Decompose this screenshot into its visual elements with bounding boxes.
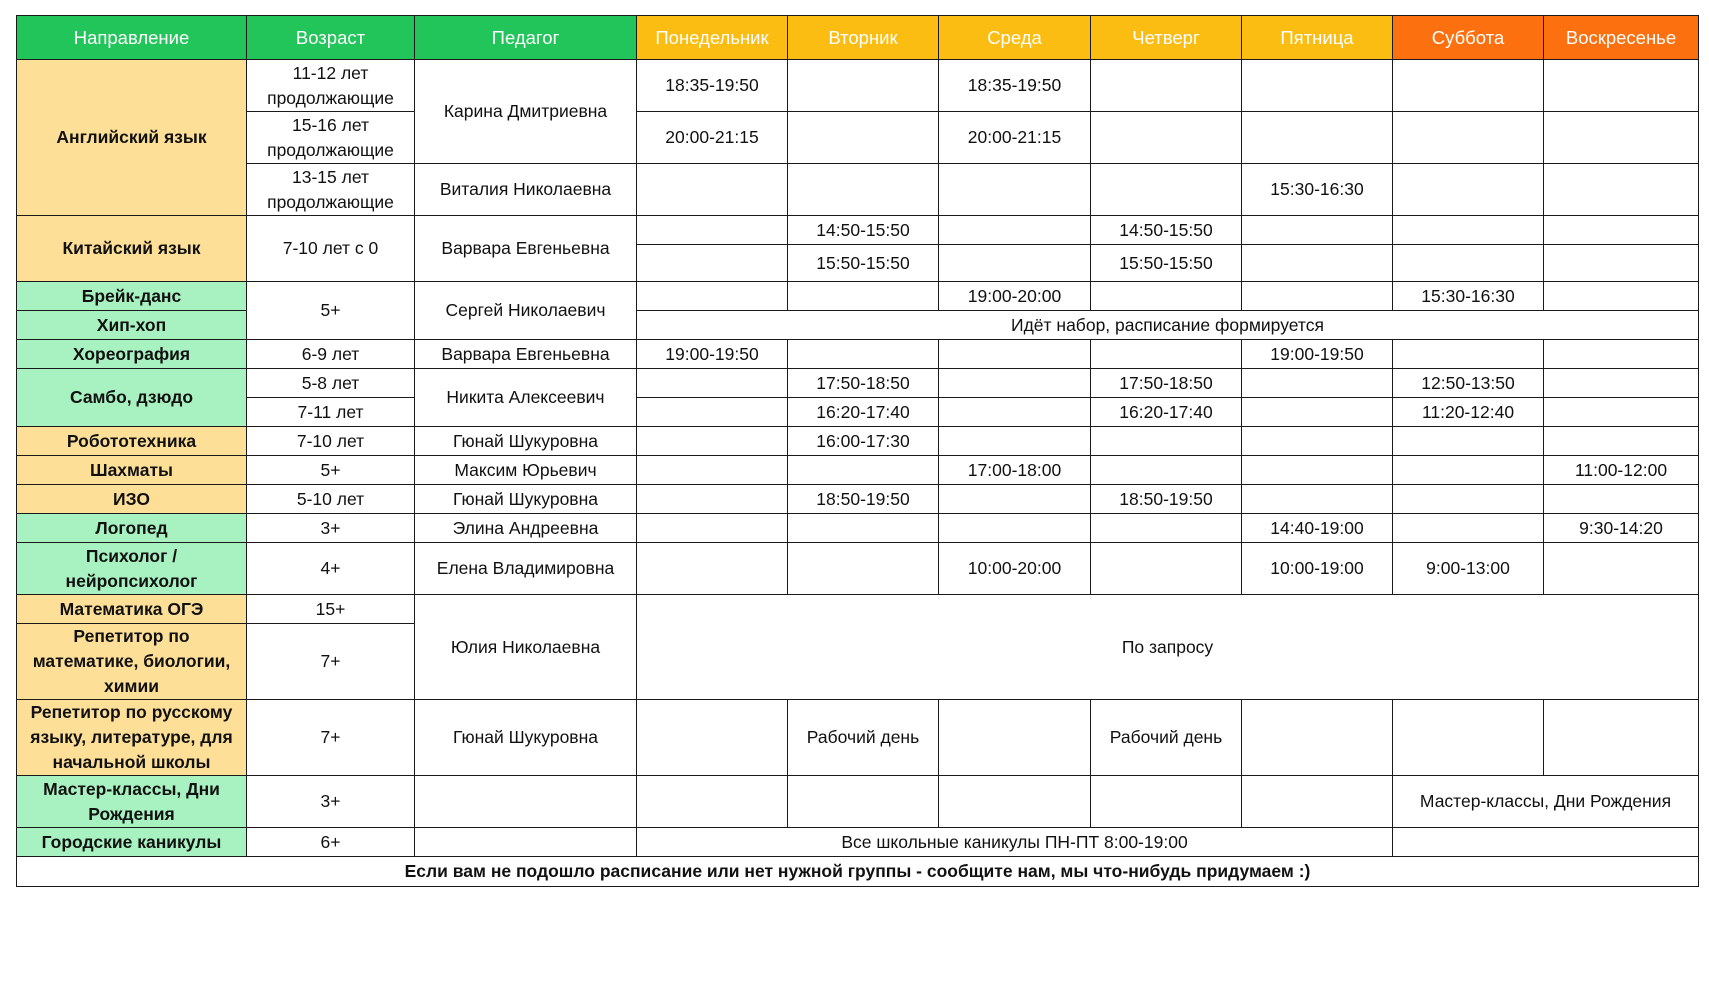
schedule-cell: Варвара Евгеньевна [415,340,637,369]
schedule-cell [1091,282,1242,311]
direction-cell: Самбо, дзюдо [17,369,247,427]
schedule-cell [788,60,939,112]
schedule-cell: 15:30-16:30 [1242,164,1393,216]
schedule-cell: 17:50-18:50 [788,369,939,398]
schedule-cell [637,456,788,485]
direction-cell: Китайский язык [17,216,247,282]
schedule-cell [1242,282,1393,311]
direction-cell: Логопед [17,514,247,543]
schedule-cell [637,514,788,543]
schedule-row [17,595,1699,624]
schedule-cell [637,369,788,398]
schedule-cell [1091,340,1242,369]
schedule-cell: 9:00-13:00 [1393,543,1544,595]
schedule-cell: 7+ [247,624,415,700]
schedule-table [16,15,1699,887]
header-teacher: Педагог [415,16,637,60]
schedule-cell [1091,112,1242,164]
schedule-cell [1544,543,1699,595]
schedule-cell [637,164,788,216]
schedule-cell: Карина Дмитриевна [415,60,637,164]
schedule-cell: Гюнай Шукуровна [415,485,637,514]
schedule-cell: 11:00-12:00 [1544,456,1699,485]
schedule-cell [1393,216,1544,245]
schedule-cell [1544,216,1699,245]
schedule-cell: Виталия Николаевна [415,164,637,216]
schedule-row [17,112,1699,138]
schedule-cell: 7-10 лет с 0 [247,216,415,282]
header-tuesday: Вторник [788,16,939,60]
schedule-cell: 19:00-20:00 [939,282,1091,311]
direction-cell: Репетитор по русскому языку, литературе, для начальной школы [17,700,247,776]
schedule-cell [637,282,788,311]
schedule-cell: 17:50-18:50 [1091,369,1242,398]
schedule-cell: 9:30-14:20 [1544,514,1699,543]
schedule-cell: Гюнай Шукуровна [415,427,637,456]
direction-cell: Математика ОГЭ [17,595,247,624]
schedule-cell [1242,60,1393,112]
schedule-cell [1544,340,1699,369]
schedule-cell: Елена Владимировна [415,543,637,595]
schedule-cell: 19:00-19:50 [1242,340,1393,369]
schedule-cell [788,112,939,164]
schedule-row [17,216,1699,245]
schedule-cell: 12:50-13:50 [1393,369,1544,398]
schedule-cell: 14:50-15:50 [1091,216,1242,245]
header-wednesday: Среда [939,16,1091,60]
schedule-cell [1242,112,1393,164]
schedule-cell: Никита Алексеевич [415,369,637,427]
direction-cell: Английский язык [17,60,247,216]
header-age: Возраст [247,16,415,60]
schedule-cell [1091,164,1242,216]
schedule-cell [1544,485,1699,514]
schedule-cell [1393,514,1544,543]
schedule-cell [1393,164,1544,216]
schedule-row [17,282,1699,311]
schedule-cell [1091,543,1242,595]
schedule-cell: 4+ [247,543,415,595]
direction-cell: ИЗО [17,485,247,514]
schedule-cell: 5+ [247,282,415,340]
schedule-cell [1544,282,1699,311]
schedule-cell [1393,340,1544,369]
schedule-cell [637,216,788,245]
schedule-cell [788,514,939,543]
schedule-cell [637,776,788,828]
schedule-cell [1242,485,1393,514]
schedule-row [17,700,1699,725]
schedule-cell: 6+ [247,828,415,857]
schedule-cell: 15-16 лет продолжающие [247,112,415,164]
schedule-cell: 13-15 лет продолжающие [247,164,415,216]
schedule-cell: 7+ [247,700,415,776]
schedule-cell: 11:20-12:40 [1393,398,1544,427]
schedule-cell [1393,112,1544,164]
schedule-cell: 6-9 лет [247,340,415,369]
schedule-cell [637,485,788,514]
schedule-cell [1393,485,1544,514]
schedule-cell: Все школьные каникулы ПН-ПТ 8:00-19:00 [637,828,1393,857]
schedule-cell: 11-12 лет продолжающие [247,60,415,112]
header-monday: Понедельник [637,16,788,60]
footer-note: Если вам не подошло расписание или нет нужной группы - сообщите нам, мы что-нибудь придумаем :) [17,857,1699,887]
header-direction: Направление [17,16,247,60]
schedule-cell [1091,456,1242,485]
direction-cell: Городские каникулы [17,828,247,857]
schedule-cell [1242,427,1393,456]
schedule-cell [637,245,788,282]
schedule-cell [1091,514,1242,543]
schedule-cell [1544,245,1699,282]
schedule-cell [939,164,1091,216]
schedule-cell [1393,245,1544,282]
schedule-cell [1393,456,1544,485]
schedule-cell [1091,776,1242,828]
schedule-cell [1393,60,1544,112]
schedule-cell [637,398,788,427]
schedule-cell: По запросу [637,595,1699,700]
schedule-cell [1544,369,1699,398]
schedule-cell: 10:00-19:00 [1242,543,1393,595]
direction-cell: Брейк-данс [17,282,247,311]
header-saturday: Суббота [1393,16,1544,60]
schedule-row [17,398,1699,427]
schedule-cell: Варвара Евгеньевна [415,216,637,282]
schedule-cell: 18:50-19:50 [1091,485,1242,514]
schedule-cell [939,340,1091,369]
direction-cell: Хореография [17,340,247,369]
schedule-cell [788,340,939,369]
schedule-row [17,543,1699,569]
schedule-cell: 16:00-17:30 [788,427,939,456]
schedule-cell: 18:50-19:50 [788,485,939,514]
schedule-row [17,369,1699,398]
schedule-cell [637,427,788,456]
direction-cell: Робототехника [17,427,247,456]
schedule-cell [939,245,1091,282]
schedule-cell [1091,60,1242,112]
schedule-row [17,828,1699,857]
schedule-cell [939,776,1091,828]
schedule-cell [1544,164,1699,216]
schedule-cell [1242,456,1393,485]
schedule-row [17,776,1699,802]
schedule-cell [1544,398,1699,427]
schedule-cell: Рабочий день [788,700,939,776]
schedule-cell: 14:40-19:00 [1242,514,1393,543]
schedule-cell [1242,776,1393,828]
schedule-cell [939,427,1091,456]
header-friday: Пятница [1242,16,1393,60]
schedule-cell [637,543,788,595]
direction-cell: Психолог / нейропсихолог [17,543,247,595]
schedule-cell: 18:35-19:50 [637,60,788,112]
schedule-cell: 15:30-16:30 [1393,282,1544,311]
schedule-cell [1393,828,1699,857]
schedule-cell [637,700,788,776]
schedule-cell: Рабочий день [1091,700,1242,776]
schedule-cell: Гюнай Шукуровна [415,700,637,776]
schedule-cell [415,828,637,857]
header-row [17,16,1699,60]
schedule-cell: 14:50-15:50 [788,216,939,245]
schedule-cell: 15:50-15:50 [788,245,939,282]
schedule-cell [415,776,637,828]
schedule-cell: 3+ [247,776,415,828]
schedule-cell: Мастер-классы, Дни Рождения [1393,776,1699,828]
footer-row [17,857,1699,887]
schedule-cell: 7-11 лет [247,398,415,427]
schedule-cell: 15:50-15:50 [1091,245,1242,282]
schedule-cell: 16:20-17:40 [788,398,939,427]
schedule-cell [1242,369,1393,398]
schedule-cell: Сергей Николаевич [415,282,637,340]
schedule-cell [788,164,939,216]
schedule-cell: Элина Андреевна [415,514,637,543]
schedule-cell [1242,216,1393,245]
header-thursday: Четверг [1091,16,1242,60]
schedule-cell: 17:00-18:00 [939,456,1091,485]
schedule-cell [939,398,1091,427]
schedule-cell [939,216,1091,245]
schedule-cell: 16:20-17:40 [1091,398,1242,427]
schedule-cell [939,369,1091,398]
direction-cell: Хип-хоп [17,311,247,340]
schedule-cell: 20:00-21:15 [939,112,1091,164]
schedule-cell [788,282,939,311]
schedule-cell [1544,700,1699,776]
schedule-cell: 5-8 лет [247,369,415,398]
schedule-row [17,60,1699,86]
schedule-row [17,456,1699,485]
direction-cell: Мастер-классы, Дни Рождения [17,776,247,828]
schedule-cell: 10:00-20:00 [939,543,1091,595]
schedule-cell [1544,112,1699,164]
schedule-cell: 5-10 лет [247,485,415,514]
schedule-cell [1242,398,1393,427]
schedule-cell: 7-10 лет [247,427,415,456]
header-sunday: Воскресенье [1544,16,1699,60]
schedule-cell [1091,427,1242,456]
schedule-cell [788,543,939,595]
schedule-cell [1242,245,1393,282]
direction-cell: Репетитор по математике, биологии, химии [17,624,247,700]
direction-cell: Шахматы [17,456,247,485]
schedule-cell [939,485,1091,514]
schedule-cell: 19:00-19:50 [637,340,788,369]
schedule-cell [788,776,939,828]
schedule-cell: 20:00-21:15 [637,112,788,164]
schedule-row [17,485,1699,514]
schedule-cell [1242,700,1393,776]
schedule-body [17,60,1699,857]
schedule-cell: Максим Юрьевич [415,456,637,485]
schedule-cell [1544,60,1699,112]
schedule-cell [1393,700,1544,776]
schedule-row [17,164,1699,190]
schedule-row [17,340,1699,369]
schedule-row [17,514,1699,543]
schedule-cell: Идёт набор, расписание формируется [637,311,1699,340]
schedule-cell: 5+ [247,456,415,485]
schedule-cell: 3+ [247,514,415,543]
schedule-cell [1544,427,1699,456]
schedule-cell [1393,427,1544,456]
schedule-cell: Юлия Николаевна [415,595,637,700]
schedule-cell [939,514,1091,543]
schedule-cell [788,456,939,485]
schedule-row [17,427,1699,456]
schedule-cell: 18:35-19:50 [939,60,1091,112]
schedule-cell [939,700,1091,776]
schedule-cell: 15+ [247,595,415,624]
